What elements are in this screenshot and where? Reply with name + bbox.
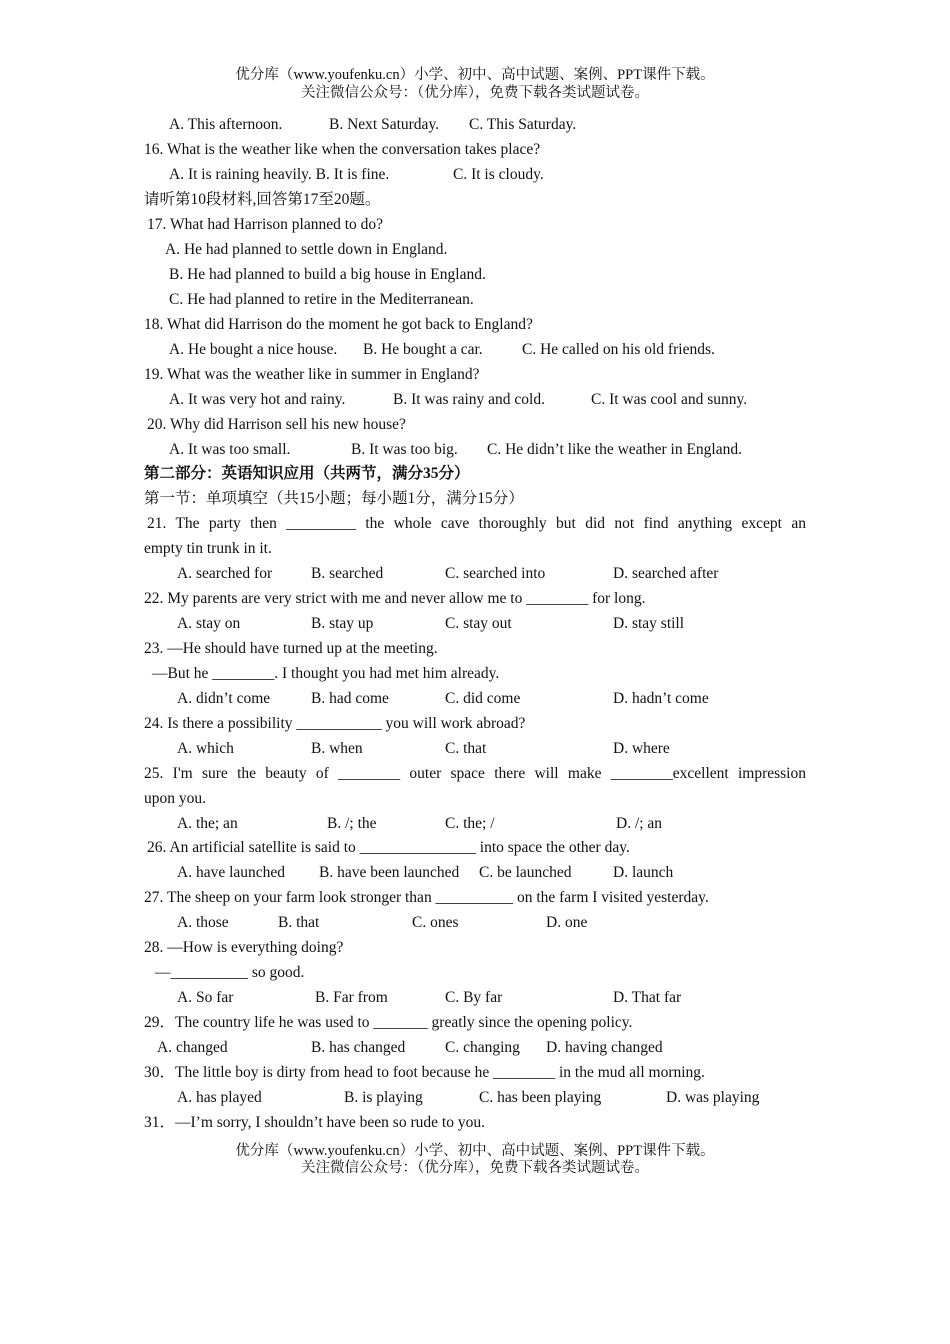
q23-stem-line2: —But he ________. I thought you had met him already. bbox=[152, 665, 500, 682]
q16-options bbox=[144, 165, 806, 185]
q23-option-d: D. hadn’t come bbox=[613, 690, 709, 707]
q23-option-a: A. didn’t come bbox=[177, 690, 271, 707]
q19-option-b: B. It was rainy and cold. bbox=[393, 391, 545, 408]
q25-options bbox=[144, 814, 806, 834]
page-header-line2: 关注微信公众号：（优分库），免费下载各类试题试卷。 bbox=[301, 85, 649, 101]
q25-option-a: A. the; an bbox=[177, 815, 238, 832]
q15-option-a: A. This afternoon. bbox=[169, 116, 283, 133]
q27-option-b: B. that bbox=[278, 914, 320, 931]
q22-options bbox=[144, 614, 806, 634]
q25-stem-line2: upon you. bbox=[144, 790, 206, 807]
q16-option-ab: A. It is raining heavily. B. It is fine. bbox=[169, 166, 390, 183]
q28-option-d: D. That far bbox=[613, 989, 682, 1006]
q28-option-a: A. So far bbox=[177, 989, 234, 1006]
q19-option-a: A. It was very hot and rainy. bbox=[169, 391, 346, 408]
part2-section1-title: 第一节：单项填空（共15小题；每小题1分，满分15分） bbox=[144, 490, 524, 507]
q28-option-b: B. Far from bbox=[315, 989, 388, 1006]
q16-stem: 16. What is the weather like when the conversation takes place? bbox=[144, 141, 541, 158]
q17-stem: 17. What had Harrison planned to do? bbox=[147, 216, 384, 233]
q26-stem: 26. An artificial satellite is said to _______________ into space the other day. bbox=[147, 839, 630, 856]
q26-option-b: B. have been launched bbox=[319, 864, 460, 881]
q25-option-d: D. /; an bbox=[616, 815, 663, 832]
q26-option-d: D. launch bbox=[613, 864, 674, 881]
q30-option-c: C. has been playing bbox=[479, 1089, 602, 1106]
q25-option-c: C. the; / bbox=[445, 815, 495, 832]
q16-option-c: C. It is cloudy. bbox=[453, 166, 544, 183]
q20-option-c: C. He didn’t like the weather in England. bbox=[487, 441, 742, 458]
q24-option-c: C. that bbox=[445, 740, 487, 757]
q18-option-a: A. He bought a nice house. bbox=[169, 341, 338, 358]
q30-options bbox=[144, 1088, 806, 1108]
q24-stem: 24. Is there a possibility ___________ you will work abroad? bbox=[144, 715, 526, 732]
page-footer-line1: 优分库（www.youfenku.cn）小学、初中、高中试题、案例、PPT课件下载。 bbox=[235, 1143, 715, 1159]
q23-option-c: C. did come bbox=[445, 690, 521, 707]
q26-options bbox=[144, 863, 806, 883]
q29-option-d: D. having changed bbox=[546, 1039, 663, 1056]
q17-option-a: A. He had planned to settle down in England. bbox=[165, 241, 448, 258]
q29-options bbox=[144, 1038, 806, 1058]
q17-option-c: C. He had planned to retire in the Mediterranean. bbox=[169, 291, 474, 308]
q20-option-b: B. It was too big. bbox=[351, 441, 458, 458]
q18-option-b: B. He bought a car. bbox=[363, 341, 483, 358]
q29-stem: 29．The country life he was used to _______ greatly since the opening policy. bbox=[144, 1014, 633, 1031]
q21-stem-line1: 21. The party then _________ the whole cave thoroughly but did not find anything except an bbox=[147, 515, 806, 532]
q27-option-c: C. ones bbox=[412, 914, 459, 931]
q27-option-d: D. one bbox=[546, 914, 588, 931]
q28-stem-line2: —__________ so good. bbox=[155, 964, 305, 981]
q25-stem-line1: 25. I'm sure the beauty of ________ outer space there will make ________excellent impression bbox=[144, 765, 806, 782]
q21-option-a: A. searched for bbox=[177, 565, 273, 582]
q24-option-d: D. where bbox=[613, 740, 670, 757]
page-header-line1: 优分库（www.youfenku.cn）小学、初中、高中试题、案例、PPT课件下载。 bbox=[235, 67, 715, 83]
q24-option-b: B. when bbox=[311, 740, 363, 757]
q20-option-a: A. It was too small. bbox=[169, 441, 291, 458]
q31-stem: 31．—I’m sorry, I shouldn’t have been so rude to you. bbox=[144, 1114, 485, 1131]
q21-stem-line2: empty tin trunk in it. bbox=[144, 540, 272, 557]
q28-stem-line1: 28. —How is everything doing? bbox=[144, 939, 344, 956]
q20-stem: 20. Why did Harrison sell his new house? bbox=[147, 416, 406, 433]
q20-options bbox=[144, 440, 806, 460]
q22-option-a: A. stay on bbox=[177, 615, 241, 632]
q19-option-c: C. It was cool and sunny. bbox=[591, 391, 748, 408]
q15-options bbox=[144, 115, 806, 135]
q22-option-b: B. stay up bbox=[311, 615, 374, 632]
q25-option-b: B. /; the bbox=[327, 815, 377, 832]
q30-option-b: B. is playing bbox=[344, 1089, 423, 1106]
q30-stem: 30．The little boy is dirty from head to foot because he ________ in the mud all morning. bbox=[144, 1064, 705, 1081]
q26-option-a: A. have launched bbox=[177, 864, 286, 881]
q19-options bbox=[144, 390, 806, 410]
q18-stem: 18. What did Harrison do the moment he got back to England? bbox=[144, 316, 533, 333]
part2-title: 第二部分：英语知识应用（共两节，满分35分） bbox=[144, 465, 470, 482]
q21-option-c: C. searched into bbox=[445, 565, 546, 582]
q29-option-b: B. has changed bbox=[311, 1039, 406, 1056]
passage10-intro: 请听第10段材料,回答第17至20题。 bbox=[144, 191, 381, 208]
q29-option-a: A. changed bbox=[157, 1039, 228, 1056]
q15-option-b: B. Next Saturday. bbox=[329, 116, 440, 133]
q30-option-a: A. has played bbox=[177, 1089, 262, 1106]
q26-option-c: C. be launched bbox=[479, 864, 572, 881]
q22-option-d: D. stay still bbox=[613, 615, 685, 632]
q24-options bbox=[144, 739, 806, 759]
q18-option-c: C. He called on his old friends. bbox=[522, 341, 715, 358]
q27-options bbox=[144, 913, 806, 933]
q19-stem: 19. What was the weather like in summer in England? bbox=[144, 366, 480, 383]
q29-option-c: C. changing bbox=[445, 1039, 520, 1056]
q15-option-c: C. This Saturday. bbox=[469, 116, 577, 133]
q21-option-b: B. searched bbox=[311, 565, 384, 582]
q22-option-c: C. stay out bbox=[445, 615, 512, 632]
q28-option-c: C. By far bbox=[445, 989, 503, 1006]
q27-stem: 27. The sheep on your farm look stronger than __________ on the farm I visited yesterday. bbox=[144, 889, 709, 906]
page-footer-line2: 关注微信公众号：（优分库），免费下载各类试题试卷。 bbox=[301, 1160, 649, 1176]
q18-options bbox=[144, 340, 806, 360]
q23-options bbox=[144, 689, 806, 709]
q28-options bbox=[144, 988, 806, 1008]
q22-stem: 22. My parents are very strict with me and never allow me to ________ for long. bbox=[144, 590, 646, 607]
q23-stem-line1: 23. —He should have turned up at the meeting. bbox=[144, 640, 438, 657]
q21-option-d: D. searched after bbox=[613, 565, 719, 582]
q17-option-b: B. He had planned to build a big house in England. bbox=[169, 266, 486, 283]
q21-options bbox=[144, 564, 806, 584]
q30-option-d: D. was playing bbox=[666, 1089, 760, 1106]
q23-option-b: B. had come bbox=[311, 690, 389, 707]
q24-option-a: A. which bbox=[177, 740, 234, 757]
q27-option-a: A. those bbox=[177, 914, 229, 931]
